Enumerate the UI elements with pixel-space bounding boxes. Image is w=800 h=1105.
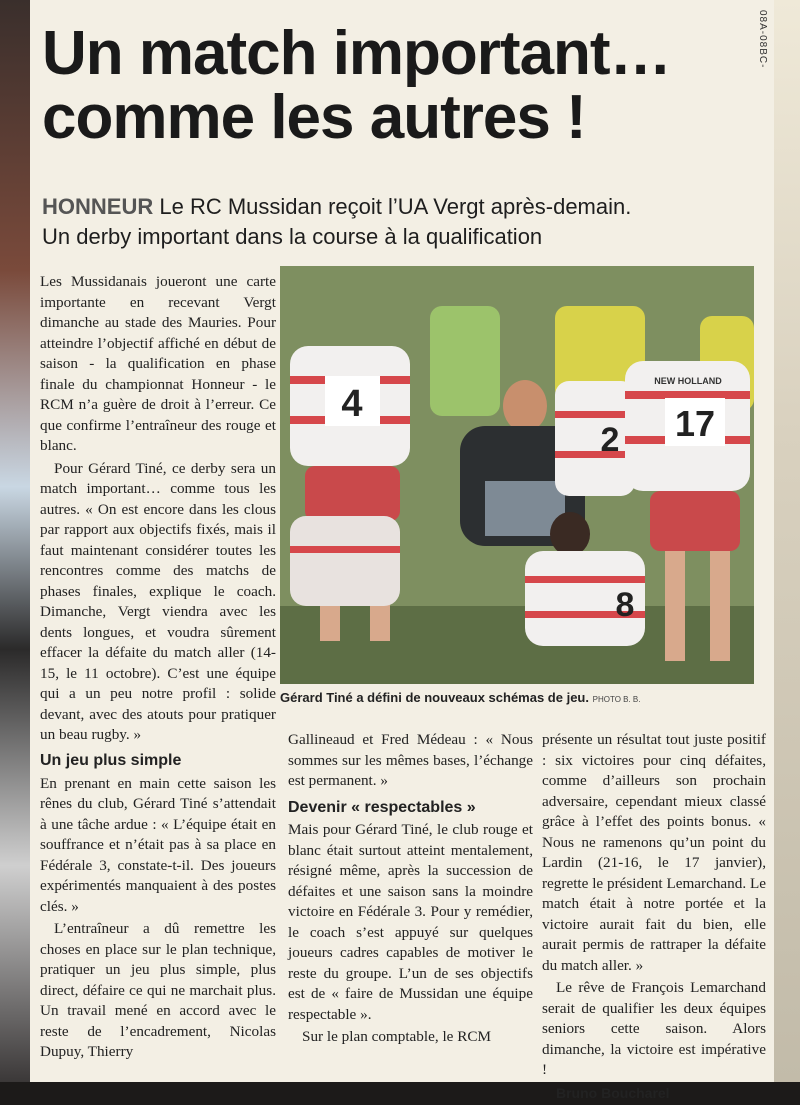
paper-margin-right	[774, 0, 800, 1082]
section-heading-jeu: Un jeu plus simple	[40, 752, 182, 769]
author-signature: Bruno Boucharel	[556, 1084, 670, 1101]
headline-line-1: Un match important…	[42, 19, 671, 88]
photo-caption	[280, 690, 760, 705]
photo-credit: PHOTO B. B.	[592, 695, 641, 704]
rubric-label: HONNEUR	[42, 194, 154, 219]
headline-line-2: comme les autres !	[42, 83, 586, 152]
subheadline-line-1: Le RC Mussidan reçoit l’UA Vergt après-demain.	[159, 194, 632, 219]
svg-text:4: 4	[341, 383, 363, 425]
subheadline-line-2: Un derby important dans la course à la qualification	[42, 224, 543, 249]
svg-text:8: 8	[615, 586, 635, 624]
newspaper-article	[30, 0, 774, 1101]
column-2-paragraph-3: Sur le plan comptable, le RCM	[302, 1028, 491, 1045]
adjacent-page-edge	[0, 0, 30, 1082]
team-photo	[280, 266, 754, 684]
lead-paragraph-2: Pour Gérard Tiné, ce derby sera un match important… comme tous les autres. « On est encore dans les clous par rapport aux objectifs fixés, mais il faut maintenant considérer toutes les rencontres comme des matchs de phases finales, explique le coach. Dimanche, Vergt viendra avec les dents longues, et voudra sûrement effacer la défaite du match aller (14-15, le 11 octobre). C’est une équipe qui a un peu notre profil : solide devant, avec des atouts pour pratiquer un beau rugby. »	[40, 459, 276, 743]
svg-text:17: 17	[674, 403, 716, 444]
lead-column	[40, 272, 276, 748]
column-1	[40, 745, 276, 1065]
subheadline	[42, 192, 762, 252]
column-2	[288, 730, 533, 1050]
column-1-paragraph-2: L’entraîneur a dû remettre les choses en place sur le plan technique, pratiquer un jeu plus simple, plus direct, défaire ce qui ne marchait plus. Un travail mené en accord avec le reste de l’encadrement, Nicolas Dupuy, Thierry	[40, 920, 276, 1060]
svg-text:2: 2	[600, 421, 620, 459]
column-3-paragraph-2: Le rêve de François Lemarchand serait de qualifier les deux équipes seniors cette saison. Alors dimanche, la victoire est impérative !	[542, 979, 766, 1078]
headline	[42, 19, 762, 152]
section-heading-respectables: Devenir « respectables »	[288, 798, 476, 816]
column-1-paragraph-1: En prenant en main cette saison les rênes du club, Gérard Tiné s’attendait à une tâche ardue : « L’équipe était en souffrance et n’était pas à sa place en Fédérale 3, constate-t-il. Des joueurs expérimentés manquaient à des postes clés. »	[40, 774, 276, 915]
rugby-players-illustration	[280, 266, 754, 684]
page-code: 08A-08BC-	[757, 10, 768, 69]
svg-text:NEW HOLLAND: NEW HOLLAND	[654, 376, 722, 386]
column-3	[542, 730, 766, 1105]
column-2-paragraph-1: Gallineaud et Fred Médeau : « Nous sommes sur les mêmes bases, l’échange est permanent. »	[288, 731, 533, 789]
column-3-paragraph-1: présente un résultat tout juste positif : six victoires pour cinq défaites, comme d’ailleurs son prochain adversaire, cependant mieux classé grâce à l’effet des points bonus. « Nous ne ramenons qu’un point du Lardin (21-16, le 17 janvier), regrette le président Lemarchand. Le match était à notre portée et la victoire aurait fait du bien, elle aurait permis de rattraper la défaite du match aller. »	[542, 731, 766, 974]
lead-paragraph-1: Les Mussidanais joueront une carte importante en recevant Vergt dimanche au stade des Mauries. Pour atteindre l’objectif affiché en début de saison - la qualification en phase finale du championnat Honneur - le RCM n’a guère de droit à l’erreur. Ce que confirme l’entraîneur des rouge et blanc.	[40, 273, 276, 454]
column-2-paragraph-2: Mais pour Gérard Tiné, le club rouge et blanc était surtout atteint mentalement, résigné même, après la succession de défaites et une saison sans la moindre victoire en Fédérale 3. Pour y remédier, le coach s’est appuyé sur quelques joueurs cadres capables de motiver le reste du groupe. L’un de ses objectifs est de « faire de Mussidan une équipe respectable ».	[288, 821, 533, 1023]
player-number-2	[555, 381, 635, 496]
caption-text: Gérard Tiné a défini de nouveaux schémas de jeu.	[280, 690, 589, 705]
